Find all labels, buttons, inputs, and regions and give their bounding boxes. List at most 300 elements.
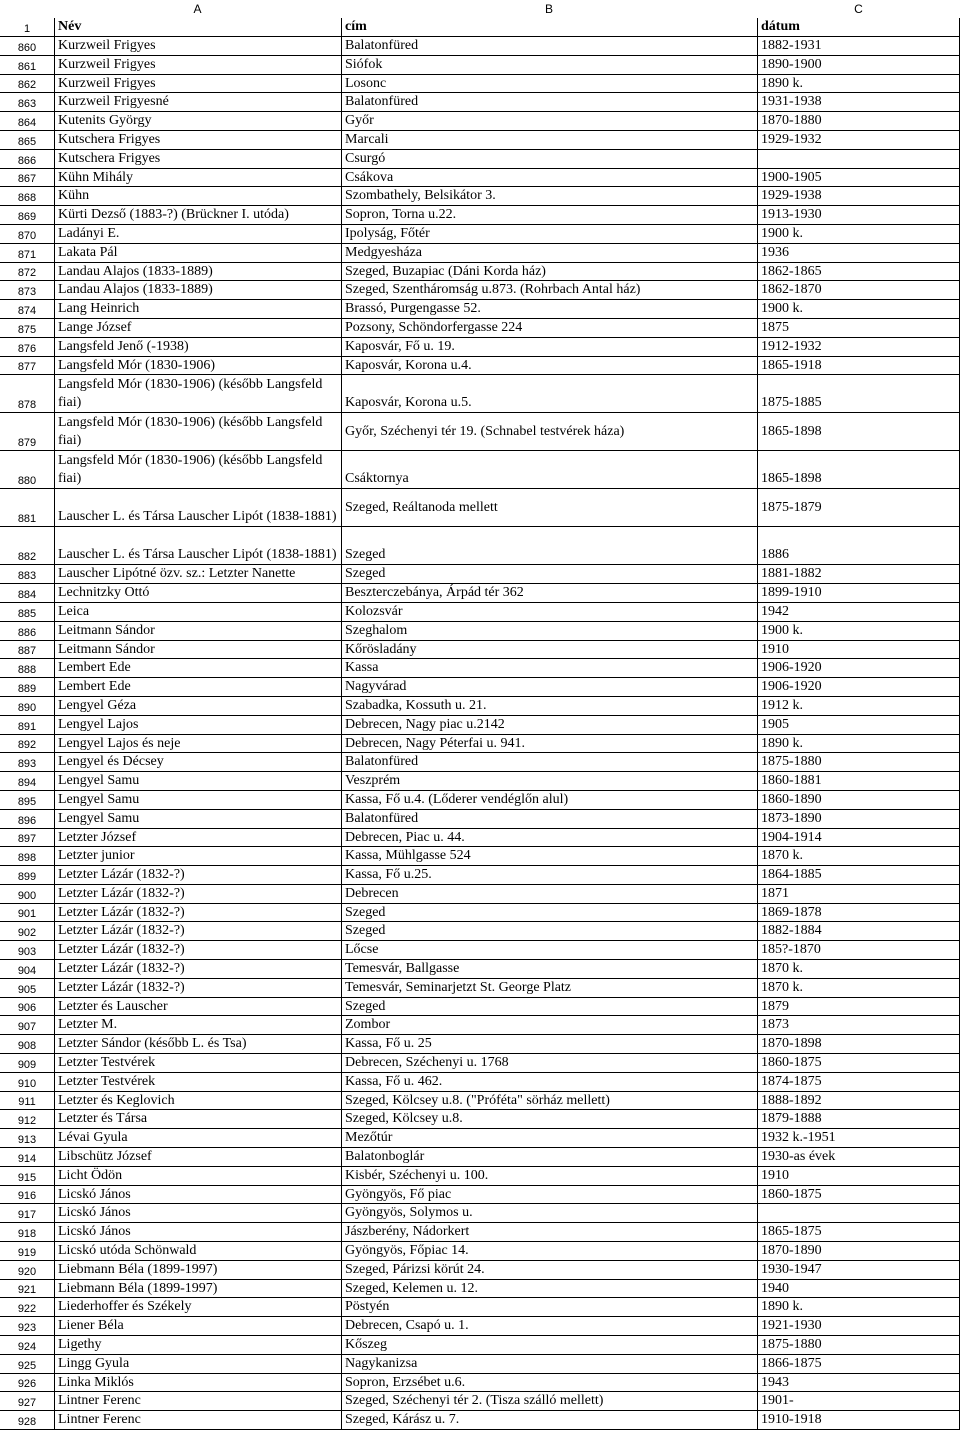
cell-date[interactable]: 1875-1879 xyxy=(757,489,960,526)
cell-address[interactable]: Temesvár, Seminarjetzt St. George Platz xyxy=(341,979,757,997)
cell-address[interactable]: Debrecen xyxy=(341,885,757,903)
cell-address[interactable]: Szeged, Szentháromság u.873. (Rohrbach Antal ház) xyxy=(341,281,757,299)
row-number[interactable]: 898 xyxy=(17,852,37,865)
row-number[interactable]: 914 xyxy=(17,1152,37,1165)
cell-date[interactable]: 1875-1880 xyxy=(757,753,960,771)
cell-name[interactable]: Leitmann Sándor xyxy=(54,622,341,640)
cell-address[interactable]: Debrecen, Nagy Péterfai u. 941. xyxy=(341,735,757,753)
cell-date[interactable]: 1906-1920 xyxy=(757,678,960,696)
cell-name[interactable]: Lengyel Géza xyxy=(54,697,341,715)
cell-address[interactable]: Szeged xyxy=(341,904,757,922)
row-number[interactable]: 896 xyxy=(17,814,37,827)
cell-name[interactable]: Letzter és Keglovich xyxy=(54,1092,341,1110)
row-number[interactable]: 925 xyxy=(17,1359,37,1372)
cell-address[interactable]: Csáktornya xyxy=(341,451,757,488)
cell-name[interactable]: Landau Alajos (1833-1889) xyxy=(54,263,341,281)
cell-address[interactable]: Szeged, Reáltanoda mellett xyxy=(341,489,757,526)
cell-name[interactable]: Letzter József xyxy=(54,829,341,847)
cell-address[interactable]: Szeged, Kelemen u. 12. xyxy=(341,1280,757,1298)
cell-date[interactable]: 1873-1890 xyxy=(757,810,960,828)
cell-name[interactable]: Letzter Sándor (később L. és Tsa) xyxy=(54,1035,341,1053)
cell-date[interactable]: 1870-1890 xyxy=(757,1242,960,1260)
row-number[interactable]: 888 xyxy=(17,664,37,677)
table-row xyxy=(0,641,960,660)
row-number[interactable]: 890 xyxy=(17,701,37,714)
cell-address[interactable]: Beszterczebánya, Árpád tér 362 xyxy=(341,584,757,602)
cell-name[interactable]: Letzter Testvérek xyxy=(54,1073,341,1091)
row-number[interactable]: 928 xyxy=(17,1416,37,1428)
cell-address[interactable]: Szeged, Párizsi körút 24. xyxy=(341,1261,757,1279)
cell-date[interactable]: 1910-1918 xyxy=(757,1411,960,1429)
row-number[interactable]: 871 xyxy=(17,248,37,261)
row-number[interactable]: 867 xyxy=(17,173,37,186)
cell-date[interactable]: 1913-1930 xyxy=(757,206,960,224)
table-row xyxy=(0,1242,960,1261)
row-number[interactable]: 918 xyxy=(17,1228,37,1241)
cell-date[interactable]: 1912 k. xyxy=(757,697,960,715)
table-row xyxy=(0,1148,960,1167)
row-number[interactable]: 915 xyxy=(17,1171,37,1184)
cell-date[interactable]: 1921-1930 xyxy=(757,1317,960,1335)
table-row xyxy=(0,1204,960,1223)
cell-name[interactable]: Lauscher L. és Társa Lauscher Lipót (1838-1881) xyxy=(54,489,341,526)
cell-address[interactable]: Balatonfüred xyxy=(341,93,757,111)
cell-name[interactable]: Langsfeld Mór (1830-1906) (később Langsfeld fiai) xyxy=(54,413,341,450)
cell-date[interactable]: 1900-1905 xyxy=(757,169,960,187)
cell-address[interactable]: Szeged, Kölcsey u.8. ("Próféta" sörház mellett) xyxy=(341,1092,757,1110)
cell-date[interactable]: 1906-1920 xyxy=(757,659,960,677)
row-number[interactable]: 897 xyxy=(17,833,37,846)
cell-name[interactable]: Liebmann Béla (1899-1997) xyxy=(54,1261,341,1279)
row-number[interactable]: 863 xyxy=(17,98,37,111)
cell-date[interactable]: 1942 xyxy=(757,603,960,621)
cell-date[interactable]: 1882-1884 xyxy=(757,922,960,940)
cell-name[interactable]: Licskó János xyxy=(54,1223,341,1241)
cell-name[interactable]: Langsfeld Mór (1830-1906) (később Langsfeld fiai) xyxy=(54,375,341,412)
cell-date[interactable]: 1932 k.-1951 xyxy=(757,1129,960,1147)
cell-address[interactable]: Kassa, Mühlgasse 524 xyxy=(341,847,757,865)
cell-name[interactable]: Lengyel Samu xyxy=(54,772,341,790)
cell-address[interactable]: Pöstyén xyxy=(341,1298,757,1316)
cell-date[interactable]: 1929-1932 xyxy=(757,131,960,149)
cell-name[interactable]: Lingg Gyula xyxy=(54,1355,341,1373)
cell-name[interactable]: Lengyel Samu xyxy=(54,791,341,809)
cell-name[interactable]: Lengyel Lajos és neje xyxy=(54,735,341,753)
cell-address[interactable]: Kassa, Fő u.4. (Lőderer vendéglőn alul) xyxy=(341,791,757,809)
cell-date[interactable]: 1904-1914 xyxy=(757,829,960,847)
row-number[interactable]: 895 xyxy=(17,795,37,808)
cell-name[interactable]: Ligethy xyxy=(54,1336,341,1354)
cell-name[interactable]: Licskó utóda Schönwald xyxy=(54,1242,341,1260)
row-number[interactable]: 891 xyxy=(17,720,37,733)
row-number[interactable]: 873 xyxy=(17,286,37,299)
cell-address[interactable]: Kaposvár, Fő u. 19. xyxy=(341,338,757,356)
table-row xyxy=(0,998,960,1017)
cell-name[interactable]: Letzter Lázár (1832-?) xyxy=(54,866,341,884)
cell-address[interactable]: Kisbér, Széchenyi u. 100. xyxy=(341,1167,757,1185)
row-number[interactable]: 922 xyxy=(17,1303,37,1316)
cell-date[interactable]: 1860-1875 xyxy=(757,1186,960,1204)
cell-address[interactable]: Szombathely, Belsikátor 3. xyxy=(341,187,757,205)
cell-name[interactable]: Licskó János xyxy=(54,1186,341,1204)
cell-date[interactable]: 1900 k. xyxy=(757,622,960,640)
cell-address[interactable]: Balatonfüred xyxy=(341,753,757,771)
cell-date[interactable]: 1910 xyxy=(757,641,960,659)
cell-name[interactable]: Letzter és Lauscher xyxy=(54,998,341,1016)
row-number[interactable]: 899 xyxy=(17,870,37,883)
cell-date[interactable]: 1890-1900 xyxy=(757,56,960,74)
row-number[interactable]: 862 xyxy=(17,79,37,92)
cell-date[interactable]: 1860-1890 xyxy=(757,791,960,809)
cell-name[interactable]: Kürti Dezső (1883-?) (Brückner I. utóda) xyxy=(54,206,341,224)
row-number[interactable]: 880 xyxy=(17,475,37,488)
cell-address[interactable]: Győr xyxy=(341,112,757,130)
cell-address[interactable]: Csákova xyxy=(341,169,757,187)
cell-name[interactable]: Kutschera Frigyes xyxy=(54,150,341,168)
row-number[interactable]: 910 xyxy=(17,1077,37,1090)
cell-name[interactable]: Liener Béla xyxy=(54,1317,341,1335)
table-row xyxy=(0,1317,960,1336)
cell-date[interactable]: 1875 xyxy=(757,319,960,337)
cell-date[interactable]: 1936 xyxy=(757,244,960,262)
cell-name[interactable]: Letzter M. xyxy=(54,1016,341,1034)
cell-address[interactable]: Szeged, Kárász u. 7. xyxy=(341,1411,757,1429)
cell-date[interactable]: 1888-1892 xyxy=(757,1092,960,1110)
header-date[interactable]: dátum xyxy=(757,18,960,36)
row-number[interactable]: 865 xyxy=(17,135,37,148)
table-row xyxy=(0,375,960,413)
cell-name[interactable]: Lembert Ede xyxy=(54,659,341,677)
row-number[interactable]: 909 xyxy=(17,1058,37,1071)
cell-name[interactable]: Liederhoffer és Székely xyxy=(54,1298,341,1316)
row-number[interactable]: 879 xyxy=(17,437,37,450)
cell-address[interactable]: Kőrösladány xyxy=(341,641,757,659)
cell-name[interactable]: Letzter Lázár (1832-?) xyxy=(54,922,341,940)
cell-address[interactable]: Debrecen, Csapó u. 1. xyxy=(341,1317,757,1335)
row-number[interactable]: 924 xyxy=(17,1340,37,1353)
cell-address[interactable]: Gyöngyös, Solymos u. xyxy=(341,1204,757,1222)
row-number[interactable]: 893 xyxy=(17,758,37,771)
cell-address[interactable]: Szeged, Kölcsey u.8. xyxy=(341,1110,757,1128)
cell-name[interactable]: Lévai Gyula xyxy=(54,1129,341,1147)
cell-name[interactable]: Lang Heinrich xyxy=(54,300,341,318)
row-number[interactable]: 892 xyxy=(17,739,37,752)
row-number[interactable]: 911 xyxy=(18,1096,36,1109)
cell-address[interactable]: Szeged xyxy=(341,998,757,1016)
cell-address[interactable]: Sopron, Erzsébet u.6. xyxy=(341,1374,757,1392)
row-number[interactable]: 900 xyxy=(17,889,37,902)
cell-address[interactable]: Siófok xyxy=(341,56,757,74)
cell-name[interactable]: Langsfeld Mór (1830-1906) (később Langsfeld fiai) xyxy=(54,451,341,488)
cell-address[interactable]: Szeged, Buzapiac (Dáni Korda ház) xyxy=(341,263,757,281)
cell-date[interactable]: 1943 xyxy=(757,1374,960,1392)
header-address[interactable]: cím xyxy=(341,18,757,36)
cell-address[interactable]: Kőszeg xyxy=(341,1336,757,1354)
cell-name[interactable]: Kühn xyxy=(54,187,341,205)
cell-name[interactable]: Letzter junior xyxy=(54,847,341,865)
cell-name[interactable]: Lengyel Lajos xyxy=(54,716,341,734)
row-number[interactable]: 894 xyxy=(17,776,37,789)
row-number[interactable]: 921 xyxy=(17,1284,37,1297)
cell-name[interactable]: Lengyel Samu xyxy=(54,810,341,828)
cell-name[interactable]: Langsfeld Mór (1830-1906) xyxy=(54,357,341,375)
row-number[interactable]: 904 xyxy=(17,964,37,977)
cell-date[interactable]: 1931-1938 xyxy=(757,93,960,111)
cell-address[interactable]: Szeged xyxy=(341,922,757,940)
cell-name[interactable]: Letzter Lázár (1832-?) xyxy=(54,904,341,922)
cell-name[interactable]: Linka Miklós xyxy=(54,1374,341,1392)
row-number[interactable]: 875 xyxy=(17,323,37,336)
row-number[interactable]: 881 xyxy=(17,513,37,526)
cell-date[interactable]: 1900 k. xyxy=(757,225,960,243)
header-name[interactable]: Név xyxy=(54,18,341,36)
table-row xyxy=(0,357,960,376)
cell-name[interactable]: Kurzweil Frigyes xyxy=(54,37,341,55)
cell-address[interactable]: Debrecen, Piac u. 44. xyxy=(341,829,757,847)
cell-address[interactable]: Kaposvár, Korona u.4. xyxy=(341,357,757,375)
cell-name[interactable]: Letzter Lázár (1832-?) xyxy=(54,960,341,978)
cell-date[interactable]: 1905 xyxy=(757,716,960,734)
cell-name[interactable]: Liebmann Béla (1899-1997) xyxy=(54,1280,341,1298)
cell-name[interactable]: Lakata Pál xyxy=(54,244,341,262)
table-row xyxy=(0,584,960,603)
column-header-bar xyxy=(0,0,960,18)
row-number[interactable]: 916 xyxy=(17,1190,37,1203)
column-letter-c[interactable]: C xyxy=(854,2,863,16)
row-number[interactable]: 903 xyxy=(17,946,37,959)
row-number[interactable]: 870 xyxy=(17,229,37,242)
cell-address[interactable]: Ipolyság, Főtér xyxy=(341,225,757,243)
cell-date[interactable]: 1886 xyxy=(757,527,960,564)
cell-address[interactable]: Debrecen, Nagy piac u.2142 xyxy=(341,716,757,734)
cell-date[interactable] xyxy=(757,1204,960,1222)
cell-address[interactable]: Lőcse xyxy=(341,941,757,959)
row-number[interactable]: 912 xyxy=(17,1115,37,1128)
cell-address[interactable]: Jászberény, Nádorkert xyxy=(341,1223,757,1241)
cell-date[interactable]: 1874-1875 xyxy=(757,1073,960,1091)
cell-name[interactable]: Letzter Lázár (1832-?) xyxy=(54,885,341,903)
table-row xyxy=(0,281,960,300)
cell-name[interactable]: Letzter Lázár (1832-?) xyxy=(54,979,341,997)
cell-date[interactable]: 1879 xyxy=(757,998,960,1016)
cell-name[interactable]: Leitmann Sándor xyxy=(54,641,341,659)
cell-address[interactable]: Veszprém xyxy=(341,772,757,790)
cell-date[interactable]: 1873 xyxy=(757,1016,960,1034)
cell-date[interactable]: 1890 k. xyxy=(757,735,960,753)
cell-name[interactable]: Lechnitzky Ottó xyxy=(54,584,341,602)
cell-name[interactable]: Kurzweil Frigyes xyxy=(54,75,341,93)
row-number[interactable]: 901 xyxy=(17,908,37,921)
cell-address[interactable]: Kassa xyxy=(341,659,757,677)
cell-name[interactable]: Libschütz József xyxy=(54,1148,341,1166)
cell-address[interactable]: Zombor xyxy=(341,1016,757,1034)
row-number[interactable]: 887 xyxy=(17,645,37,658)
cell-date[interactable] xyxy=(757,150,960,168)
row-number[interactable]: 920 xyxy=(17,1265,37,1278)
cell-date[interactable]: 1890 k. xyxy=(757,1298,960,1316)
cell-address[interactable]: Brassó, Purgengasse 52. xyxy=(341,300,757,318)
cell-address[interactable]: Kassa, Fő u. 462. xyxy=(341,1073,757,1091)
cell-date[interactable]: 1862-1865 xyxy=(757,263,960,281)
cell-date[interactable]: 1930-1947 xyxy=(757,1261,960,1279)
cell-address[interactable]: Nagyvárad xyxy=(341,678,757,696)
cell-address[interactable]: Győr, Széchenyi tér 19. (Schnabel testvérek háza) xyxy=(341,413,757,450)
cell-date[interactable]: 1864-1885 xyxy=(757,866,960,884)
cell-date[interactable]: 1865-1898 xyxy=(757,413,960,450)
cell-date[interactable]: 1865-1875 xyxy=(757,1223,960,1241)
row-number[interactable]: 861 xyxy=(17,60,37,73)
cell-date[interactable]: 1910 xyxy=(757,1167,960,1185)
row-number[interactable]: 913 xyxy=(17,1134,37,1147)
row-number[interactable]: 917 xyxy=(17,1209,37,1222)
cell-name[interactable]: Letzter és Társa xyxy=(54,1110,341,1128)
row-number[interactable]: 864 xyxy=(17,116,37,129)
cell-name[interactable]: Leica xyxy=(54,603,341,621)
cell-name[interactable]: Licskó János xyxy=(54,1204,341,1222)
cell-name[interactable]: Lintner Ferenc xyxy=(54,1411,341,1429)
cell-address[interactable]: Gyöngyös, Fő piac xyxy=(341,1186,757,1204)
cell-address[interactable]: Marcali xyxy=(341,131,757,149)
row-number[interactable]: 908 xyxy=(17,1040,37,1053)
cell-date[interactable]: 1875-1880 xyxy=(757,1336,960,1354)
cell-date[interactable]: 1901- xyxy=(757,1392,960,1410)
cell-address[interactable]: Kolozsvár xyxy=(341,603,757,621)
cell-date[interactable]: 1866-1875 xyxy=(757,1355,960,1373)
cell-date[interactable]: 1881-1882 xyxy=(757,565,960,583)
cell-address[interactable]: Szeged xyxy=(341,527,757,564)
row-number[interactable]: 872 xyxy=(17,267,37,280)
cell-name[interactable]: Licht Ödön xyxy=(54,1167,341,1185)
cell-date[interactable]: 1879-1888 xyxy=(757,1110,960,1128)
table-row xyxy=(0,1411,960,1430)
cell-date[interactable]: 1930-as évek xyxy=(757,1148,960,1166)
row-number[interactable]: 889 xyxy=(17,682,37,695)
cell-date[interactable]: 1865-1918 xyxy=(757,357,960,375)
cell-name[interactable]: Landau Alajos (1833-1889) xyxy=(54,281,341,299)
cell-address[interactable]: Debrecen, Széchenyi u. 1768 xyxy=(341,1054,757,1072)
row-number[interactable]: 907 xyxy=(17,1021,37,1034)
row-number[interactable]: 902 xyxy=(17,927,37,940)
cell-date[interactable]: 1860-1881 xyxy=(757,772,960,790)
cell-date[interactable]: 1940 xyxy=(757,1280,960,1298)
column-letter-b[interactable]: B xyxy=(544,2,553,16)
cell-address[interactable]: Balatonfüred xyxy=(341,810,757,828)
cell-address[interactable]: Medgyesháza xyxy=(341,244,757,262)
row-number[interactable]: 883 xyxy=(17,570,37,583)
table-row xyxy=(0,565,960,584)
row-number[interactable]: 926 xyxy=(17,1378,37,1391)
cell-date[interactable]: 1929-1938 xyxy=(757,187,960,205)
row-number[interactable]: 860 xyxy=(17,41,37,54)
row-number[interactable]: 874 xyxy=(17,304,37,317)
table-row xyxy=(0,922,960,941)
cell-date[interactable]: 1870-1898 xyxy=(757,1035,960,1053)
cell-address[interactable]: Szeged xyxy=(341,565,757,583)
cell-name[interactable]: Kutenits György xyxy=(54,112,341,130)
row-number[interactable]: 923 xyxy=(17,1322,37,1335)
cell-name[interactable]: Kurzweil Frigyesné xyxy=(54,93,341,111)
cell-name[interactable]: Kutschera Frigyes xyxy=(54,131,341,149)
cell-address[interactable]: Mezőtúr xyxy=(341,1129,757,1147)
cell-date[interactable]: 1870 k. xyxy=(757,847,960,865)
cell-name[interactable]: Lauscher Lipótné özv. sz.: Letzter Nanette xyxy=(54,565,341,583)
cell-address[interactable]: Gyöngyös, Főpiac 14. xyxy=(341,1242,757,1260)
cell-date[interactable]: 1875-1885 xyxy=(757,375,960,412)
row-number[interactable]: 1 xyxy=(23,23,31,35)
row-number[interactable]: 869 xyxy=(17,210,37,223)
cell-date[interactable]: 1871 xyxy=(757,885,960,903)
cell-address[interactable]: Csurgó xyxy=(341,150,757,168)
cell-date[interactable]: 1870-1880 xyxy=(757,112,960,130)
cell-name[interactable]: Letzter Testvérek xyxy=(54,1054,341,1072)
cell-name[interactable]: Lauscher L. és Társa Lauscher Lipót (1838-1881) xyxy=(54,527,341,564)
cell-name[interactable]: Lembert Ede xyxy=(54,678,341,696)
row-number[interactable]: 877 xyxy=(17,361,37,374)
cell-address[interactable]: Kassa, Fő u. 25 xyxy=(341,1035,757,1053)
cell-date[interactable]: 1882-1931 xyxy=(757,37,960,55)
cell-date[interactable]: 1862-1870 xyxy=(757,281,960,299)
row-number[interactable]: 876 xyxy=(17,342,37,355)
cell-address[interactable]: Szabadka, Kossuth u. 21. xyxy=(341,697,757,715)
cell-address[interactable]: Losonc xyxy=(341,75,757,93)
table-row xyxy=(0,753,960,772)
cell-name[interactable]: Lengyel és Décsey xyxy=(54,753,341,771)
cell-address[interactable]: Kaposvár, Korona u.5. xyxy=(341,375,757,412)
row-number[interactable]: 866 xyxy=(17,154,37,167)
cell-date[interactable]: 1870 k. xyxy=(757,979,960,997)
cell-name[interactable]: Lintner Ferenc xyxy=(54,1392,341,1410)
row-number[interactable]: 905 xyxy=(17,983,37,996)
cell-name[interactable]: Lange József xyxy=(54,319,341,337)
row-number[interactable]: 885 xyxy=(17,607,37,620)
cell-address[interactable]: Pozsony, Schöndorfergasse 224 xyxy=(341,319,757,337)
cell-date[interactable]: 1899-1910 xyxy=(757,584,960,602)
cell-address[interactable]: Nagykanizsa xyxy=(341,1355,757,1373)
cell-name[interactable]: Kurzweil Frigyes xyxy=(54,56,341,74)
cell-date[interactable]: 1860-1875 xyxy=(757,1054,960,1072)
cell-address[interactable]: Kassa, Fő u.25. xyxy=(341,866,757,884)
cell-date[interactable]: 1912-1932 xyxy=(757,338,960,356)
cell-address[interactable]: Temesvár, Ballgasse xyxy=(341,960,757,978)
table-row xyxy=(0,941,960,960)
cell-name[interactable]: Letzter Lázár (1832-?) xyxy=(54,941,341,959)
cell-address[interactable]: Szeghalom xyxy=(341,622,757,640)
cell-address[interactable]: Balatonboglár xyxy=(341,1148,757,1166)
cell-name[interactable]: Ladányi E. xyxy=(54,225,341,243)
cell-date[interactable]: 1869-1878 xyxy=(757,904,960,922)
cell-address[interactable]: Sopron, Torna u.22. xyxy=(341,206,757,224)
cell-date[interactable]: 1870 k. xyxy=(757,960,960,978)
table-row xyxy=(0,960,960,979)
row-number[interactable]: 868 xyxy=(17,192,37,205)
cell-date[interactable]: 1865-1898 xyxy=(757,451,960,488)
cell-address[interactable]: Balatonfüred xyxy=(341,37,757,55)
cell-address[interactable]: Szeged, Széchenyi tér 2. (Tisza szálló mellett) xyxy=(341,1392,757,1410)
cell-name[interactable]: Kühn Mihály xyxy=(54,169,341,187)
column-letter-a[interactable]: A xyxy=(193,2,202,16)
cell-date[interactable]: 1890 k. xyxy=(757,75,960,93)
row-number[interactable]: 906 xyxy=(17,1002,37,1015)
row-number[interactable]: 927 xyxy=(17,1397,37,1410)
row-number[interactable]: 919 xyxy=(17,1246,37,1259)
cell-date[interactable]: 1900 k. xyxy=(757,300,960,318)
row-number[interactable]: 882 xyxy=(17,551,37,564)
row-number[interactable]: 884 xyxy=(17,588,37,601)
row-number[interactable]: 886 xyxy=(17,626,37,639)
cell-name[interactable]: Langsfeld Jenő (-1938) xyxy=(54,338,341,356)
row-number[interactable]: 878 xyxy=(17,399,37,412)
cell-date[interactable]: 185?-1870 xyxy=(757,941,960,959)
